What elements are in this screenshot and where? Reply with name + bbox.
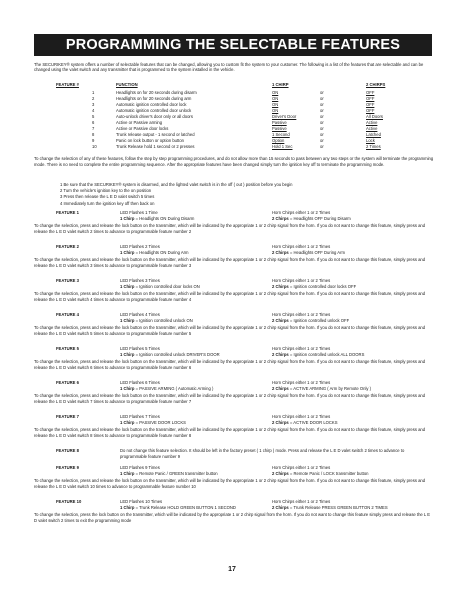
two-chirps-cell: All Doors <box>366 114 383 119</box>
two-chirps-label: 2 Chirps <box>272 351 289 357</box>
function-cell: Auto-unlock driver's door only or all doors <box>116 114 193 119</box>
feature-number: 9 <box>92 138 95 143</box>
one-chirp-option <box>120 420 186 426</box>
one-chirp-label: 1 Chirp <box>120 385 135 391</box>
led-flashes-text: LED Flashes 6 Times <box>120 380 160 385</box>
header-feature-num: FEATURE # <box>56 82 79 87</box>
or-cell: or <box>320 114 324 119</box>
horn-chirps-text: Horn Chirps either 1 or 2 Times <box>272 278 331 283</box>
led-flashes-text: LED Flashes 4 Times <box>120 312 160 317</box>
feature-label: FEATURE 4 <box>56 312 79 317</box>
feature-number: 8 <box>92 132 95 137</box>
two-chirps-label: 2 Chirps <box>272 385 289 391</box>
function-cell: Active or Passive arming <box>116 120 163 125</box>
two-chirps-value: = Ignition controlled door locks OFF <box>288 283 357 289</box>
two-chirps-option <box>272 420 338 426</box>
two-chirps-cell: Active <box>366 120 378 125</box>
led-flashes-text: LED Flashes 10 Times <box>120 499 163 504</box>
one-chirp-option <box>120 250 189 256</box>
step-item: 4 Immediately turn the ignition key off then back on <box>60 200 155 206</box>
two-chirps-value: = Headlights OFF During Disarm <box>288 215 351 221</box>
page-title-banner: PROGRAMMING THE SELECTABLE FEATURES <box>34 34 432 56</box>
feature-label: FEATURE 1 <box>56 210 79 215</box>
one-chirp-cell: ON <box>272 96 279 101</box>
horn-chirps-text: Horn Chirps either 1 or 2 Times <box>272 499 331 504</box>
horn-chirps-text: Horn Chirps either 1 or 2 Times <box>272 380 331 385</box>
function-cell: Automatic ignition controlled door unlock <box>116 108 192 113</box>
two-chirps-value: = ACTIVE DOOR LOCKS <box>288 419 338 425</box>
function-cell: Trunk Release hold 1 second or 2 presses <box>116 144 195 149</box>
led-flashes-text: LED Flashes 3 Times <box>120 278 160 283</box>
two-chirps-option <box>272 250 345 256</box>
one-chirp-value: = Remote Panic / GREEN transmitter button <box>134 470 218 476</box>
horn-chirps-text: Horn Chirps either 1 or 2 Times <box>272 210 331 215</box>
or-cell: or <box>320 90 324 95</box>
function-cell: Active or Passive door locks <box>116 126 169 131</box>
two-chirps-cell: OFF <box>366 108 375 113</box>
feature-note: Do not change this feature selection. It should be left in the factory preset ( 1 chirp ) mode. Press and release the L E D valet switch 2 times to advance to programmable feature number 9 <box>120 448 405 459</box>
two-chirps-cell: 2 Times <box>366 144 381 149</box>
one-chirp-value: = PASSIVE DOOR LOCKS <box>134 419 186 425</box>
feature-label: FEATURE 9 <box>56 465 79 470</box>
one-chirp-option <box>120 505 236 511</box>
feature-number: 3 <box>92 102 95 107</box>
two-chirps-option <box>272 352 364 358</box>
or-cell: or <box>320 138 324 143</box>
page-number: 17 <box>228 566 236 573</box>
feature-number: 5 <box>92 114 95 119</box>
two-chirps-label: 2 Chirps <box>272 317 289 323</box>
horn-chirps-text: Horn Chirps either 1 or 2 Times <box>272 465 331 470</box>
change-instructions: To change the selection of any of these features, follow the step by step programming procedures, and do not allow more than 15 seconds to pass between any two steps or the system will terminate the programming mode. There is no need to complete the entire programming sequence. After the appropriate features have been changed simply turn the ignition key off to terminate the programming mode. <box>34 156 434 167</box>
function-cell: Automatic ignition controlled door lock <box>116 102 187 107</box>
two-chirps-option <box>272 284 356 290</box>
one-chirp-value: = Headlights ON During Arm <box>134 249 189 255</box>
one-chirp-label: 1 Chirp <box>120 351 135 357</box>
function-cell: Panic on lock button or option button <box>116 138 184 143</box>
two-chirps-cell: OFF <box>366 90 375 95</box>
feature-label: FEATURE 8 <box>56 448 79 453</box>
led-flashes-text: LED Flashes 5 Times <box>120 346 160 351</box>
horn-chirps-text: Horn Chirps either 1 or 2 Times <box>272 414 331 419</box>
feature-instructions: To change the selection, press and release the lock button on the transmitter, which will be indicated by the appropriate 1 or 2 chirp signal from the horn. If you do not want to change this feature, simply press and release the L E D valet switch 7 times to advance to programmable feature number 7 <box>34 393 426 404</box>
one-chirp-value: = Headlights ON During Disarm <box>134 215 195 221</box>
one-chirp-label: 1 Chirp <box>120 470 135 476</box>
two-chirps-value: = Ignition controlled unlock ALL DOORS <box>288 351 365 357</box>
intro-paragraph: The SECURIKEY® system offers a number of selectable features that can be changed, allowing you to custom fit the system to your customer. The following is a list of the features that are selectable and can be changed using the valet switch and any transmitter that is programmed to the system installed in the vehicle. <box>34 62 424 73</box>
horn-chirps-text: Horn Chirps either 1 or 2 Times <box>272 346 331 351</box>
one-chirp-option <box>120 216 194 222</box>
two-chirps-label: 2 Chirps <box>272 504 289 510</box>
feature-label: FEATURE 10 <box>56 499 82 504</box>
header-one-chirp: 1 CHIRP <box>272 82 289 87</box>
one-chirp-cell: Option <box>272 138 285 143</box>
two-chirps-value: = Headlights OFF During Arm <box>288 249 345 255</box>
one-chirp-option <box>120 318 193 324</box>
feature-number: 1 <box>92 90 95 95</box>
one-chirp-cell: Driver's Door <box>272 114 297 119</box>
feature-instructions: To change the selection, press and release the lock button on the transmitter, which will be indicated by the appropriate 1 or 2 chirp signal from the horn. If you do not want to change this feature, simply press and release the L E D valet switch 2 times to advance to programmable feature number 2 <box>34 223 426 234</box>
header-two-chirps: 2 CHIRPS <box>366 82 386 87</box>
feature-instructions: To change the selection, press the lock button on the transmitter, which will be indicated by the appropriate 1 or 2 chirp signal from the horn. If you do not want to change this feature simply press and release the L E D valet switch 2 times to exit the programming mode <box>34 512 431 523</box>
step-item: 2 Turn the vehicle's ignition key to the on position <box>60 188 152 194</box>
one-chirp-cell: ON <box>272 108 279 113</box>
step-item: 1 Be sure that the SECURIKEY® system is disarmed, and the lighted valet switch is in the off ( out ) position before you begin <box>60 182 293 187</box>
feature-instructions: To change the selection, press and release the lock button on the transmitter, which will be indicated by the appropriate 1 or 2 chirp signal from the horn. If you do not want to change this feature, simply press and release the L E D valet switch 8 times to advance to programmable feature number 8 <box>34 427 426 438</box>
one-chirp-value: = PASSIVE ARMING ( Automatic Arming ) <box>134 385 214 391</box>
one-chirp-label: 1 Chirp <box>120 215 135 221</box>
two-chirps-option <box>272 386 371 392</box>
or-cell: or <box>320 108 324 113</box>
function-cell: Headlights on for 20 seconds during disarm <box>116 90 197 95</box>
one-chirp-value: = Trunk Release HOLD GREEN BUTTON 1 SECOND <box>134 504 236 510</box>
two-chirps-option <box>272 318 349 324</box>
feature-table-header <box>34 82 434 88</box>
two-chirps-value: = Trunk Release PRESS GREEN BUTTON 2 TIMES <box>288 504 388 510</box>
or-cell: or <box>320 120 324 125</box>
feature-instructions: To change the selection, press and release the lock button on the transmitter, which will be indicated by the appropriate 1 or 2 chirp signal from the horn. If you do not want to change this feature, simply press and release the L E D valet switch 10 times to advance to programmable feature number 10 <box>34 478 426 489</box>
two-chirps-label: 2 Chirps <box>272 470 289 476</box>
led-flashes-text: LED Flashes 1 Time <box>120 210 158 215</box>
feature-instructions: To change the selection, press and release the lock button on the transmitter, which will be indicated by the appropriate 1 or 2 chirp signal from the horn. If you do not want to change this feature, simply press and release the L E D valet switch 6 times to advance to programmable feature number 6 <box>34 359 426 370</box>
two-chirps-cell: Lock <box>366 138 375 143</box>
feature-number: 6 <box>92 120 95 125</box>
one-chirp-value: = Ignition controlled unlock ON <box>134 317 193 323</box>
two-chirps-label: 2 Chirps <box>272 215 289 221</box>
one-chirp-label: 1 Chirp <box>120 317 135 323</box>
feature-instructions: To change the selection, press and release the lock button on the transmitter, which will be indicated by the appropriate 1 or 2 chirp signal from the horn. If you do not want to change this feature, simply press and release the L E D valet switch 3 times to advance to programmable feature number 3 <box>34 257 426 268</box>
one-chirp-option <box>120 284 200 290</box>
one-chirp-cell: Passive <box>272 126 287 131</box>
two-chirps-value: = Remote Panic / LOCK transmitter button <box>288 470 369 476</box>
feature-label: FEATURE 6 <box>56 380 79 385</box>
feature-number: 7 <box>92 126 95 131</box>
one-chirp-cell: Hold 1 Sec <box>272 144 293 149</box>
feature-label: FEATURE 5 <box>56 346 79 351</box>
two-chirps-cell: Active <box>366 126 378 131</box>
two-chirps-option <box>272 216 351 222</box>
one-chirp-option <box>120 386 213 392</box>
two-chirps-option <box>272 505 388 511</box>
feature-number: 10 <box>92 144 97 149</box>
led-flashes-text: LED Flashes 7 Times <box>120 414 160 419</box>
two-chirps-value: = Ignition controlled unlock OFF <box>288 317 350 323</box>
led-flashes-text: LED Flashes 9 Times <box>120 465 160 470</box>
feature-number: 4 <box>92 108 95 113</box>
one-chirp-label: 1 Chirp <box>120 419 135 425</box>
function-cell: Headlights on for 20 seconds during arm <box>116 96 192 101</box>
one-chirp-value: = Ignition controlled door locks ON <box>134 283 200 289</box>
feature-number: 2 <box>92 96 95 101</box>
one-chirp-cell: 1 Second <box>272 132 290 137</box>
horn-chirps-text: Horn Chirps either 1 or 2 Times <box>272 312 331 317</box>
two-chirps-option <box>272 471 368 477</box>
two-chirps-cell: Latched <box>366 132 381 137</box>
one-chirp-cell: ON <box>272 102 279 107</box>
or-cell: or <box>320 102 324 107</box>
two-chirps-label: 2 Chirps <box>272 419 289 425</box>
two-chirps-value: = ACTIVE ARMING ( Arm by Remote Only ) <box>288 385 372 391</box>
one-chirp-cell: ON <box>272 90 279 95</box>
header-function: FUNCTION <box>116 82 138 87</box>
one-chirp-label: 1 Chirp <box>120 504 135 510</box>
feature-label: FEATURE 2 <box>56 244 79 249</box>
one-chirp-label: 1 Chirp <box>120 283 135 289</box>
or-cell: or <box>320 96 324 101</box>
function-cell: Trunk release output - 1 second or latched <box>116 132 195 137</box>
feature-instructions: To change the selection, press and release the lock button on the transmitter, which will be indicated by the appropriate 1 or 2 chirp signal from the horn. If you do not want to change this feature, simply press and release the L E D valet switch 4 times to advance to programmable feature number 4 <box>34 291 426 302</box>
two-chirps-label: 2 Chirps <box>272 249 289 255</box>
or-cell: or <box>320 132 324 137</box>
feature-label: FEATURE 3 <box>56 278 79 283</box>
or-cell: or <box>320 144 324 149</box>
one-chirp-option <box>120 352 220 358</box>
horn-chirps-text: Horn Chirps either 1 or 2 Times <box>272 244 331 249</box>
one-chirp-label: 1 Chirp <box>120 249 135 255</box>
two-chirps-cell: OFF <box>366 102 375 107</box>
step-item: 3 Press then release the L E D valet switch 5 times <box>60 194 155 200</box>
one-chirp-option <box>120 471 218 477</box>
or-cell: or <box>320 126 324 131</box>
feature-instructions: To change the selection, press and release the lock button on the transmitter, which will be indicated by the appropriate 1 or 2 chirp signal from the horn. If you do not want to change this feature, simply press and release the L E D valet switch 5 times to advance to programmable feature number 5 <box>34 325 426 336</box>
led-flashes-text: LED Flashes 2 Times <box>120 244 160 249</box>
table-row <box>34 144 434 150</box>
feature-label: FEATURE 7 <box>56 414 79 419</box>
one-chirp-value: = Ignition controlled unlock DRIVER'S DOOR <box>134 351 220 357</box>
two-chirps-label: 2 Chirps <box>272 283 289 289</box>
two-chirps-cell: OFF <box>366 96 375 101</box>
one-chirp-cell: Passive <box>272 120 287 125</box>
